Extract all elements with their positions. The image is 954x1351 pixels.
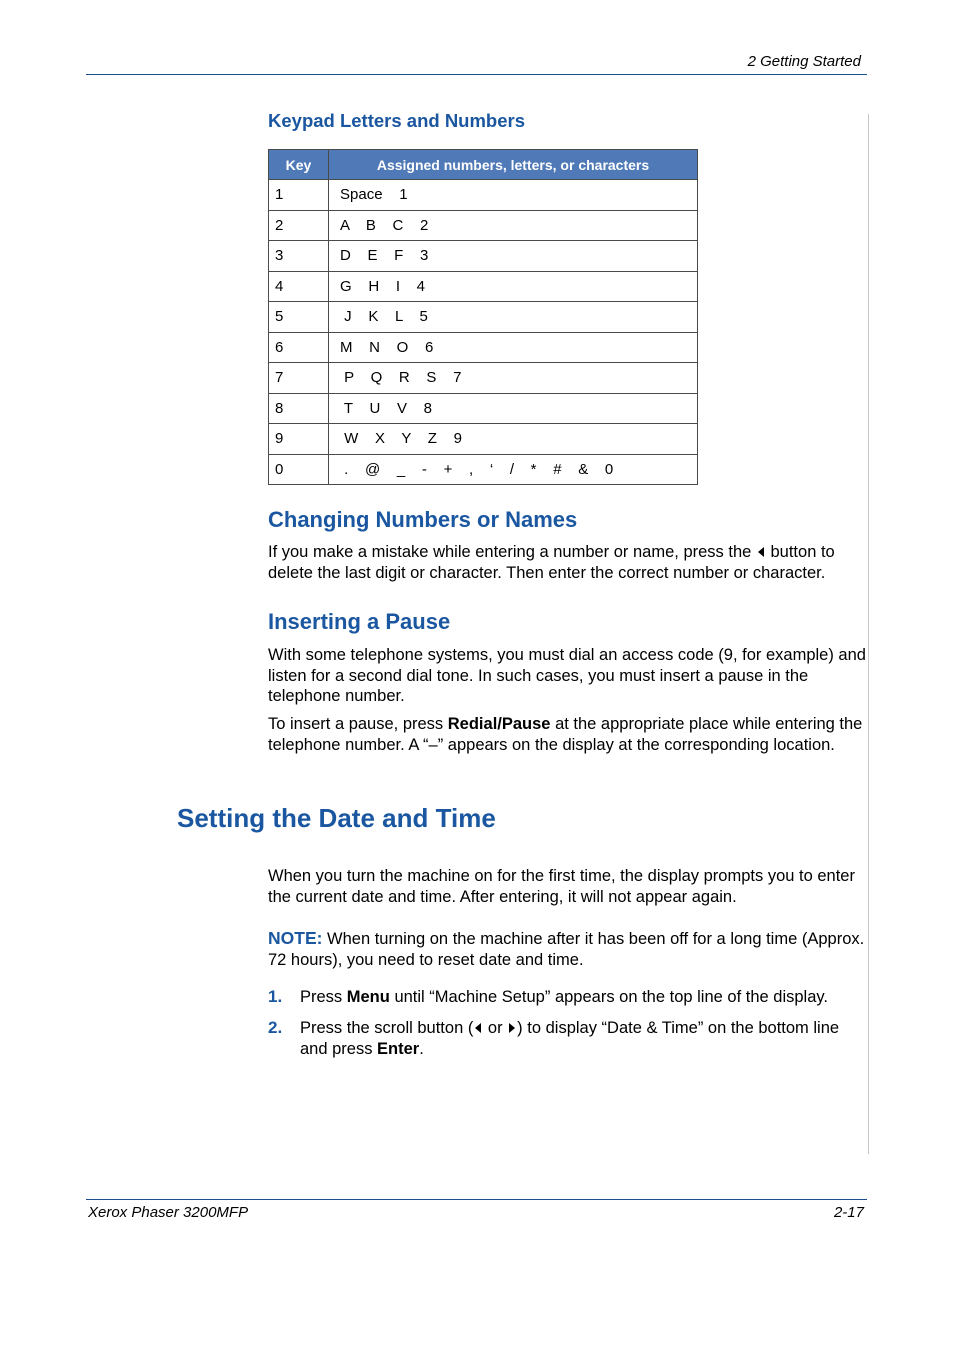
step-text-middle: ) to display “Date & Time” on the bottom line and press [300,1019,840,1058]
note-label: NOTE: [268,928,323,948]
step-text-start: Press the scroll button ( [300,1019,474,1037]
key-cell: 7 [269,363,329,394]
column-header-key: Key [269,150,329,180]
characters-cell: G H I 4 [329,271,698,302]
table-row [269,363,698,394]
key-cell: 5 [269,302,329,333]
keypad-header-row [269,150,698,180]
changing-heading: Changing Numbers or Names [268,507,578,532]
key-cell: 0 [269,454,329,485]
changing-text-end: button to delete the last digit or character. Then enter the correct number or character. [268,543,835,582]
table-row [269,393,698,424]
key-cell: 8 [269,393,329,424]
step-1 [268,987,868,1008]
left-arrow-icon [756,546,766,558]
characters-cell: Space 1 [329,180,698,211]
table-row [269,302,698,333]
table-row [269,241,698,272]
margin-rule [868,114,869,1154]
characters-cell: J K L 5 [329,302,698,333]
left-arrow-icon [473,1022,483,1034]
keypad-body [269,180,698,485]
page-number: 2-17 [833,1204,864,1221]
step-number: 2. [268,1018,283,1037]
characters-cell: M N O 6 [329,332,698,363]
pause-paragraph-2 [268,714,868,755]
enter-key: Enter [377,1039,420,1058]
table-row [269,271,698,302]
note-paragraph [268,928,868,970]
step-text-start: Press [300,988,347,1006]
step-2 [268,1018,868,1059]
table-row [269,210,698,241]
keypad-table [268,149,698,485]
key-cell: 9 [269,424,329,455]
pause-paragraph-1: With some telephone systems, you must dial an access code (9, for example) and listen for a second dial tone. In such cases, you must insert a pause in the telephone number. [268,646,866,706]
key-cell: 2 [269,210,329,241]
key-cell: 3 [269,241,329,272]
menu-key: Menu [346,988,390,1006]
note-text: When turning on the machine after it has been off for a long time (Approx. 72 hours), you need to reset date and time. [268,930,865,969]
step-text-or: or [483,1019,508,1037]
pause-heading: Inserting a Pause [268,609,451,634]
step-text-end: . [419,1039,424,1058]
header-rule [86,74,867,75]
changing-paragraph [268,542,868,583]
table-row [269,332,698,363]
key-cell: 6 [269,332,329,363]
pause-text-end: at the appropriate place while entering the telephone number. A “–” appears on the display at the corresponding location. [268,715,863,754]
footer-product: Xerox Phaser 3200MFP [88,1204,249,1221]
datetime-heading: Setting the Date and Time [177,803,496,833]
characters-cell: A B C 2 [329,210,698,241]
right-arrow-icon [507,1022,517,1034]
redial-pause-key: Redial/Pause [447,715,551,733]
pause-text-start: To insert a pause, press [268,715,448,733]
keypad-heading: Keypad Letters and Numbers [268,110,526,131]
characters-cell: P Q R S 7 [329,363,698,394]
characters-cell: . @ _ - + , ‘ / * # & 0 [329,454,698,485]
changing-text-start: If you make a mistake while entering a number or name, press the [268,543,756,561]
column-header-assigned: Assigned numbers, letters, or characters [329,150,698,180]
characters-cell: D E F 3 [329,241,698,272]
table-row [269,454,698,485]
characters-cell: T U V 8 [329,393,698,424]
table-row [269,180,698,211]
step-number: 1. [268,987,283,1006]
running-header: 2 Getting Started [747,53,861,70]
datetime-intro: When you turn the machine on for the first time, the display prompts you to enter the current date and time. After entering, it will not appear again. [268,867,855,906]
key-cell: 1 [269,180,329,211]
step-text-end: until “Machine Setup” appears on the top line of the display. [389,988,828,1006]
footer-rule [86,1199,867,1200]
step-text [300,987,868,1008]
table-row [269,424,698,455]
step-text [300,1018,868,1059]
characters-cell: W X Y Z 9 [329,424,698,455]
key-cell: 4 [269,271,329,302]
